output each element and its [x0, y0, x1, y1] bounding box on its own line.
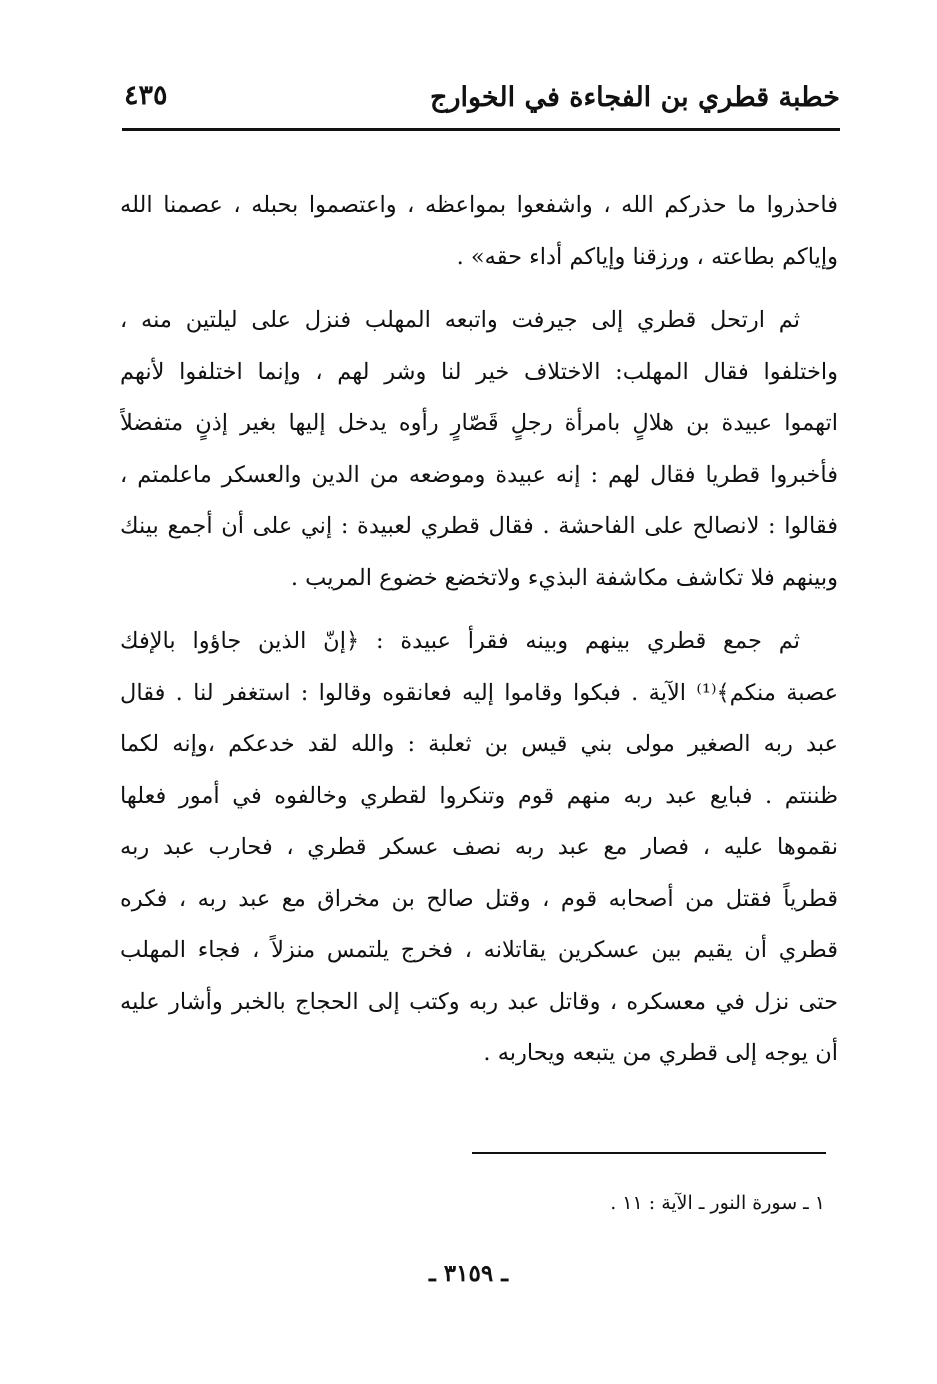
text-line: ثم ارتحل قطري إلى جيرفت واتبعه المهلب فنزل على ليلتين منه ،: [120, 307, 800, 333]
text-line: نقموها عليه ، فصار مع عبد ربه نصف عسكر قطري ، فحارب عبد ربه: [120, 834, 838, 860]
running-title: خطبة قطري بن الفجاءة في الخوارج: [430, 82, 840, 113]
paragraph-1: [120, 180, 838, 283]
paragraph-2: [120, 295, 838, 604]
running-header: [122, 80, 840, 131]
text-line: وإياكم بطاعته ، ورزقنا وإياكم أداء حقه» .: [456, 243, 838, 270]
text-line: فقالوا : لانصالح على الفاحشة . فقال قطري لعبيدة : إني على أن أجمع بينك: [120, 513, 838, 539]
footnote-divider: [472, 1152, 826, 1154]
text-line: فاحذروا ما حذركم الله ، واشفعوا بمواعظه ، واعتصموا بحبله ، عصمنا الله: [120, 192, 838, 218]
paragraph-3: [120, 616, 838, 1080]
text-line: فأخبروا قطريا فقال لهم : إنه عبيدة وموضعه من الدين والعسكر ماعلمتم ،: [120, 461, 838, 488]
page-number: ـ ٣١٥٩ ـ: [429, 1260, 508, 1287]
text-line: ظننتم . فبايع عبد ربه منهم قوم وتنكروا لقطري وخالفوه في أمور فعلها: [120, 782, 838, 809]
text-line: قطرياً فقتل من أصحابه قوم ، وقتل صالح بن مخراق مع عبد ربه ، فكره: [120, 885, 838, 912]
body-text: [120, 180, 838, 1092]
text-line: واختلفوا فقال المهلب: الاختلاف خير لنا وشر لهم ، وإنما اختلفوا لأنهم: [120, 358, 838, 385]
text-line: اتهموا عبيدة بن هلالٍ بامرأة رجلٍ قَصّارٍ رأوه يدخل إليها بغير إذنٍ متفضلاً: [120, 410, 838, 436]
text-line: أن يوجه إلى قطري من يتبعه ويحاربه .: [483, 1040, 838, 1066]
book-page-number: ٤٣٥: [124, 80, 168, 111]
text-line: حتى نزل في معسكره ، وقاتل عبد ربه وكتب إلى الحجاج بالخبر وأشار عليه: [120, 988, 838, 1015]
footnote: ١ ـ سورة النور ـ الآية : ١١ .: [610, 1192, 825, 1214]
text-line: وبينهم فلا تكاشف مكاشفة البذيء ولاتخضع خضوع المريب .: [290, 564, 838, 591]
text-line: ثم جمع قطري بينهم وبينه فقرأ عبيدة : ﴿إنّ الذين جاؤوا بالإفك: [120, 628, 800, 654]
text-line: عبد ربه الصغير مولى بني قيس بن ثعلبة : والله لقد خدعكم ،وإنه لكما: [120, 731, 838, 757]
text-line: قطري أن يقيم بين عسكرين يقاتلانه ، فخرج يلتمس منزلاً ، فجاء المهلب: [120, 937, 838, 963]
text-line: عصبة منكم﴾⁽¹⁾ الآية . فبكوا وقاموا إليه فعانقوه وقالوا : استغفر لنا . فقال: [120, 679, 838, 706]
